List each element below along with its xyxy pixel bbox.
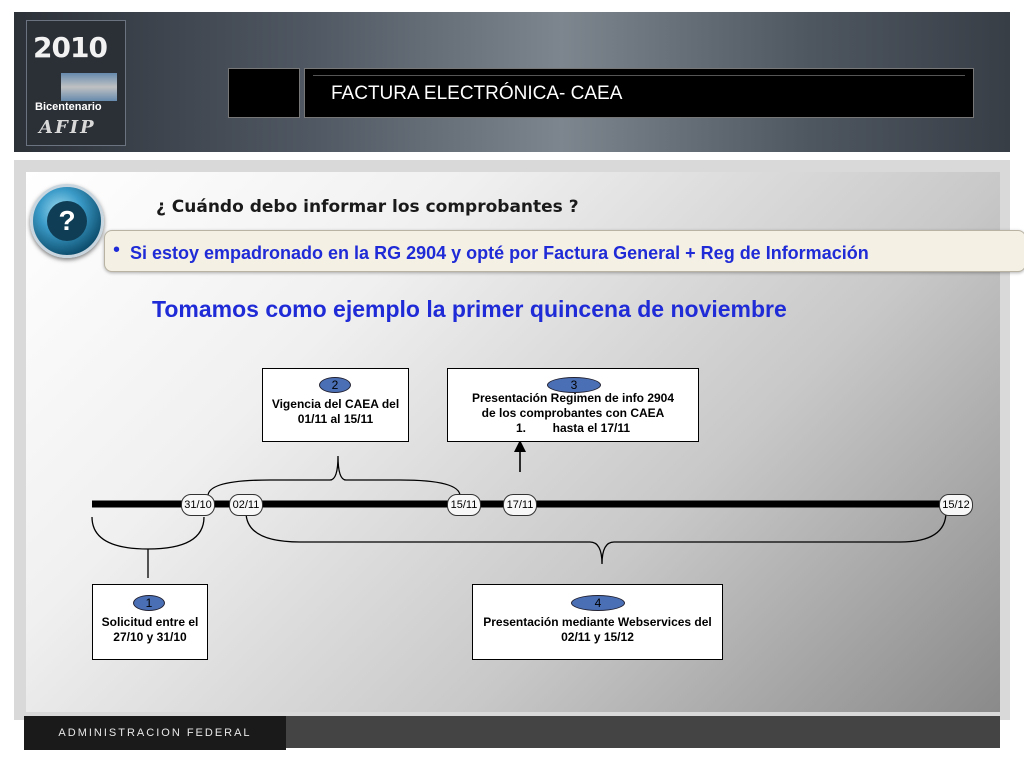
date-label: 15/11 xyxy=(450,499,478,511)
step-badge: 2 xyxy=(319,377,351,393)
date-marker xyxy=(503,494,537,516)
step-box-3 xyxy=(447,368,699,442)
date-label: 17/11 xyxy=(506,499,534,511)
step-text: Presentación mediante Webservices del xyxy=(483,615,712,629)
date-label: 02/11 xyxy=(232,499,260,511)
step-text: Presentación Regimen de info 2904 xyxy=(471,391,675,405)
step-text: 27/10 y 31/10 xyxy=(113,630,187,644)
logo-year: 2010 xyxy=(33,31,107,64)
date-label: 15/12 xyxy=(942,499,970,511)
page-title: FACTURA ELECTRÓNICA- CAEA xyxy=(331,83,623,104)
step-text: de los comprobantes con CAEA xyxy=(481,406,665,420)
step-box-2 xyxy=(262,368,409,442)
logo-subtitle: Bicentenario xyxy=(35,101,102,113)
step-box-1 xyxy=(92,584,208,660)
step-box-4 xyxy=(472,584,723,660)
example-heading: Tomamos como ejemplo la primer quincena de noviembre xyxy=(152,296,787,322)
header-title-bar xyxy=(304,68,974,118)
question-icon: ? xyxy=(30,184,104,258)
date-marker xyxy=(939,494,973,516)
step-badge: 3 xyxy=(547,377,601,393)
step-text: Vigencia del CAEA del xyxy=(271,397,400,411)
step-badge: 4 xyxy=(571,595,625,611)
step-text: 01/11 al 15/11 xyxy=(297,412,374,426)
footer-label: ADMINISTRACION FEDERAL xyxy=(24,716,286,750)
header-tab xyxy=(228,68,300,118)
bullet-text: Si estoy empadronado en la RG 2904 y opté por Factura General + Reg de Información xyxy=(130,243,869,263)
logo-agency: AFIP xyxy=(39,117,96,138)
question-text: ¿ Cuándo debo informar los comprobantes ? xyxy=(156,197,579,217)
step-text: 02/11 y 15/12 xyxy=(561,630,634,644)
date-marker xyxy=(447,494,481,516)
logo-flag-icon xyxy=(61,73,117,101)
date-marker xyxy=(229,494,263,516)
afip-logo xyxy=(26,20,126,146)
step-text: Solicitud entre el xyxy=(101,615,199,629)
bullet-icon: • xyxy=(113,239,121,261)
date-marker xyxy=(181,494,215,516)
step-text: 1. hasta el 17/11 xyxy=(515,421,631,435)
bullet-box xyxy=(104,230,1024,272)
date-label: 31/10 xyxy=(184,499,212,511)
step-badge: 1 xyxy=(133,595,165,611)
